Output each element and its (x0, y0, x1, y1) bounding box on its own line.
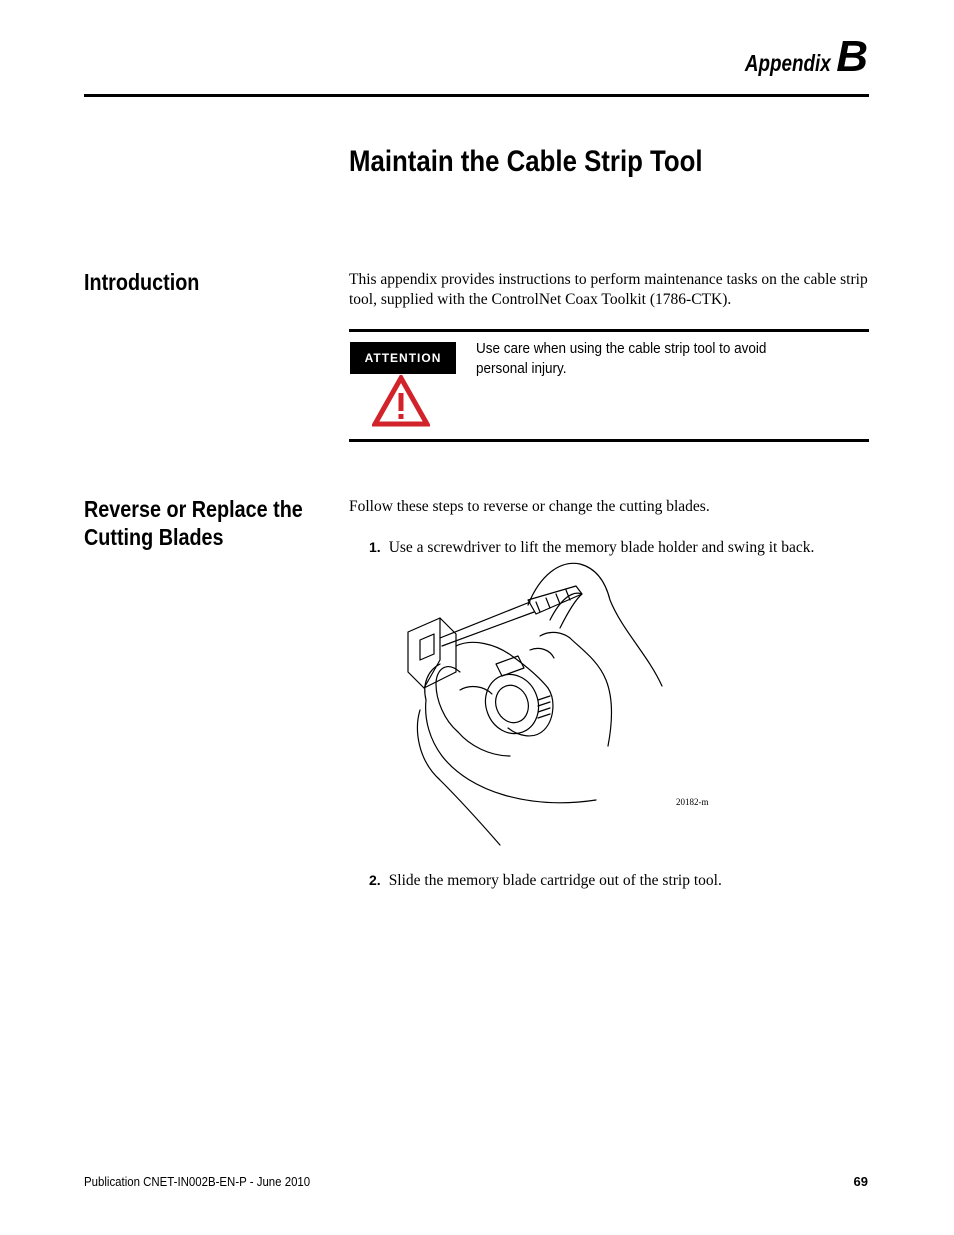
header-rule (84, 94, 869, 97)
introduction-paragraph: This appendix provides instructions to perform maintenance tasks on the cable strip tool, supplied with the ControlNet Coax Toolkit (1786-CTK). (349, 271, 868, 308)
attention-top-rule (349, 329, 869, 332)
appendix-letter: B (836, 32, 868, 81)
appendix-label: Appendix (745, 50, 831, 76)
step-number: 2. (369, 872, 381, 888)
step-text: Slide the memory blade cartridge out of the strip tool. (388, 872, 722, 889)
page-title: Maintain the Cable Strip Tool (349, 145, 703, 178)
introduction-heading: Introduction (84, 269, 200, 295)
strip-tool-illustration (400, 560, 700, 850)
attention-badge: ATTENTION (350, 342, 456, 374)
step-text: Use a screwdriver to lift the memory blade holder and swing it back. (388, 539, 815, 556)
attention-text: Use care when using the cable strip tool to avoid personal injury. (476, 340, 767, 377)
page-number: 69 (853, 1174, 868, 1189)
figure-caption: 20182-m (676, 797, 709, 807)
attention-bottom-rule (349, 439, 869, 442)
reverse-blades-heading: Reverse or Replace the Cutting Blades (84, 496, 303, 550)
step-2 (369, 870, 722, 891)
step-1 (369, 537, 814, 558)
reverse-blades-intro: Follow these steps to reverse or change the cutting blades. (349, 498, 710, 515)
step-number: 1. (369, 539, 381, 555)
warning-triangle-icon (372, 375, 430, 427)
footer-publication: Publication CNET-IN002B-EN-P - June 2010 (84, 1174, 311, 1189)
